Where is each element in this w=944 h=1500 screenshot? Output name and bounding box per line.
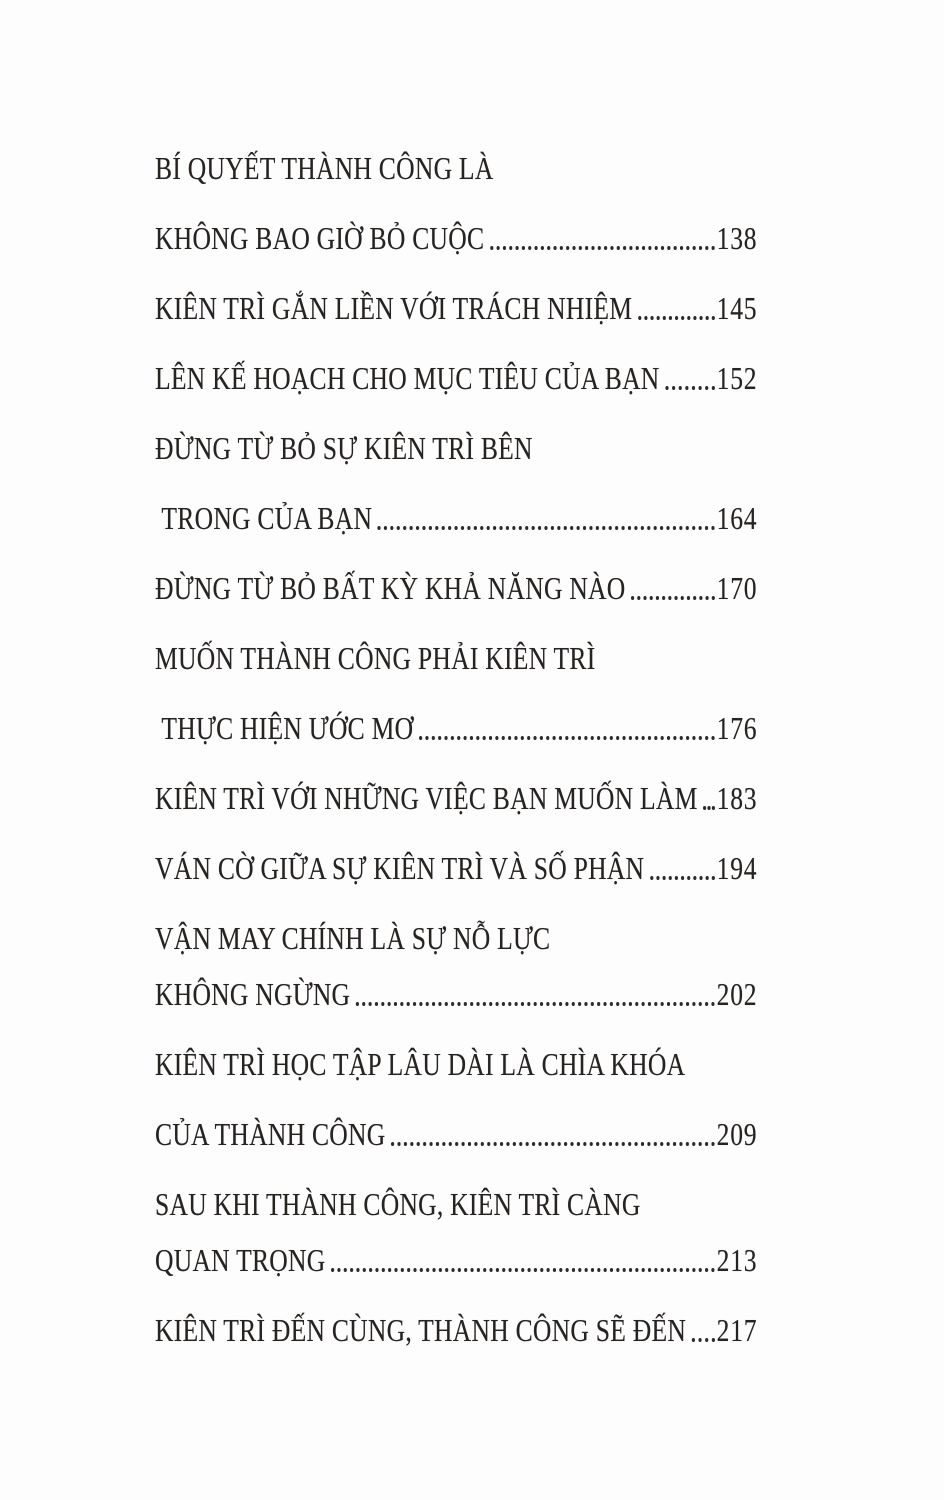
toc-row <box>155 1244 757 1277</box>
toc-entry-title: MUỐN THÀNH CÔNG PHẢI KIÊN TRÌ <box>155 640 596 676</box>
toc-entry-title: VẬN MAY CHÍNH LÀ SỰ NỖ LỰC <box>155 920 551 956</box>
toc-entry-page-number: 170 <box>716 570 758 606</box>
toc-entry-page-number: 152 <box>716 360 758 396</box>
toc-row <box>155 1118 757 1151</box>
toc-row <box>155 502 757 535</box>
toc-entry-title: KHÔNG BAO GIỜ BỎ CUỘC <box>155 220 485 256</box>
toc-entry-page-number: 138 <box>716 220 758 256</box>
dot-leader <box>665 386 715 390</box>
toc-row <box>155 642 757 675</box>
toc-entry-title: KIÊN TRÌ VỚI NHỮNG VIỆC BẠN MUỐN LÀM <box>155 780 698 816</box>
dot-leader <box>331 1268 715 1272</box>
toc-row <box>155 852 757 885</box>
toc-entry-title: ĐỪNG TỪ BỎ SỰ KIÊN TRÌ BÊN <box>155 430 533 466</box>
toc-entry-title: THỰC HIỆN ƯỚC MƠ <box>161 710 414 746</box>
toc-entry-page-number: 183 <box>716 780 758 816</box>
toc-row <box>155 1048 757 1081</box>
toc-entry-title: TRONG CỦA BẠN <box>161 500 373 536</box>
dot-leader <box>419 736 715 740</box>
toc-entry-title: KHÔNG NGỪNG <box>155 976 351 1012</box>
toc-row <box>155 362 757 395</box>
dot-leader <box>391 1142 715 1146</box>
toc-entry-page-number: 194 <box>716 850 758 886</box>
toc-entry-title: SAU KHI THÀNH CÔNG, KIÊN TRÌ CÀNG <box>155 1186 641 1222</box>
dot-leader <box>631 596 715 600</box>
toc-entry-title: CỦA THÀNH CÔNG <box>155 1116 386 1152</box>
toc-entry-title: BÍ QUYẾT THÀNH CÔNG LÀ <box>155 150 494 186</box>
dot-leader <box>378 526 715 530</box>
toc-entry-title: QUAN TRỌNG <box>155 1242 326 1278</box>
toc-entry-page-number: 213 <box>716 1242 758 1278</box>
toc-row <box>155 292 757 325</box>
dot-leader <box>490 246 715 250</box>
toc-entry-title: KIÊN TRÌ HỌC TẬP LÂU DÀI LÀ CHÌA KHÓA <box>155 1046 686 1082</box>
toc-entry-page-number: 145 <box>716 290 758 326</box>
toc-row <box>155 922 757 955</box>
toc-entry-page-number: 209 <box>716 1116 758 1152</box>
dot-leader <box>638 316 715 320</box>
dot-leader <box>356 1002 715 1006</box>
toc-row <box>155 782 757 815</box>
toc-entry-title: ĐỪNG TỪ BỎ BẤT KỲ KHẢ NĂNG NÀO <box>155 570 626 606</box>
toc-row <box>155 1314 757 1347</box>
toc-entry-page-number: 176 <box>716 710 758 746</box>
toc-row <box>155 152 757 185</box>
toc-row <box>155 432 757 465</box>
dot-leader <box>692 1338 715 1342</box>
toc-entry-title: KIÊN TRÌ ĐẾN CÙNG, THÀNH CÔNG SẼ ĐẾN <box>155 1312 687 1348</box>
toc-entry-title: KIÊN TRÌ GẮN LIỀN VỚI TRÁCH NHIỆM <box>155 290 633 326</box>
toc-row <box>155 978 757 1011</box>
dot-leader <box>650 876 715 880</box>
toc-row <box>155 1188 757 1221</box>
toc-list <box>155 152 757 1384</box>
toc-entry-title: LÊN KẾ HOẠCH CHO MỤC TIÊU CỦA BẠN <box>155 360 660 396</box>
toc-entry-page-number: 164 <box>716 500 758 536</box>
toc-row <box>155 222 757 255</box>
toc-row <box>155 712 757 745</box>
toc-entry-page-number: 202 <box>716 976 758 1012</box>
toc-entry-title: VÁN CỜ GIỮA SỰ KIÊN TRÌ VÀ SỐ PHẬN <box>155 850 645 886</box>
dot-leader <box>703 806 715 810</box>
toc-row <box>155 572 757 605</box>
toc-entry-page-number: 217 <box>716 1312 758 1348</box>
